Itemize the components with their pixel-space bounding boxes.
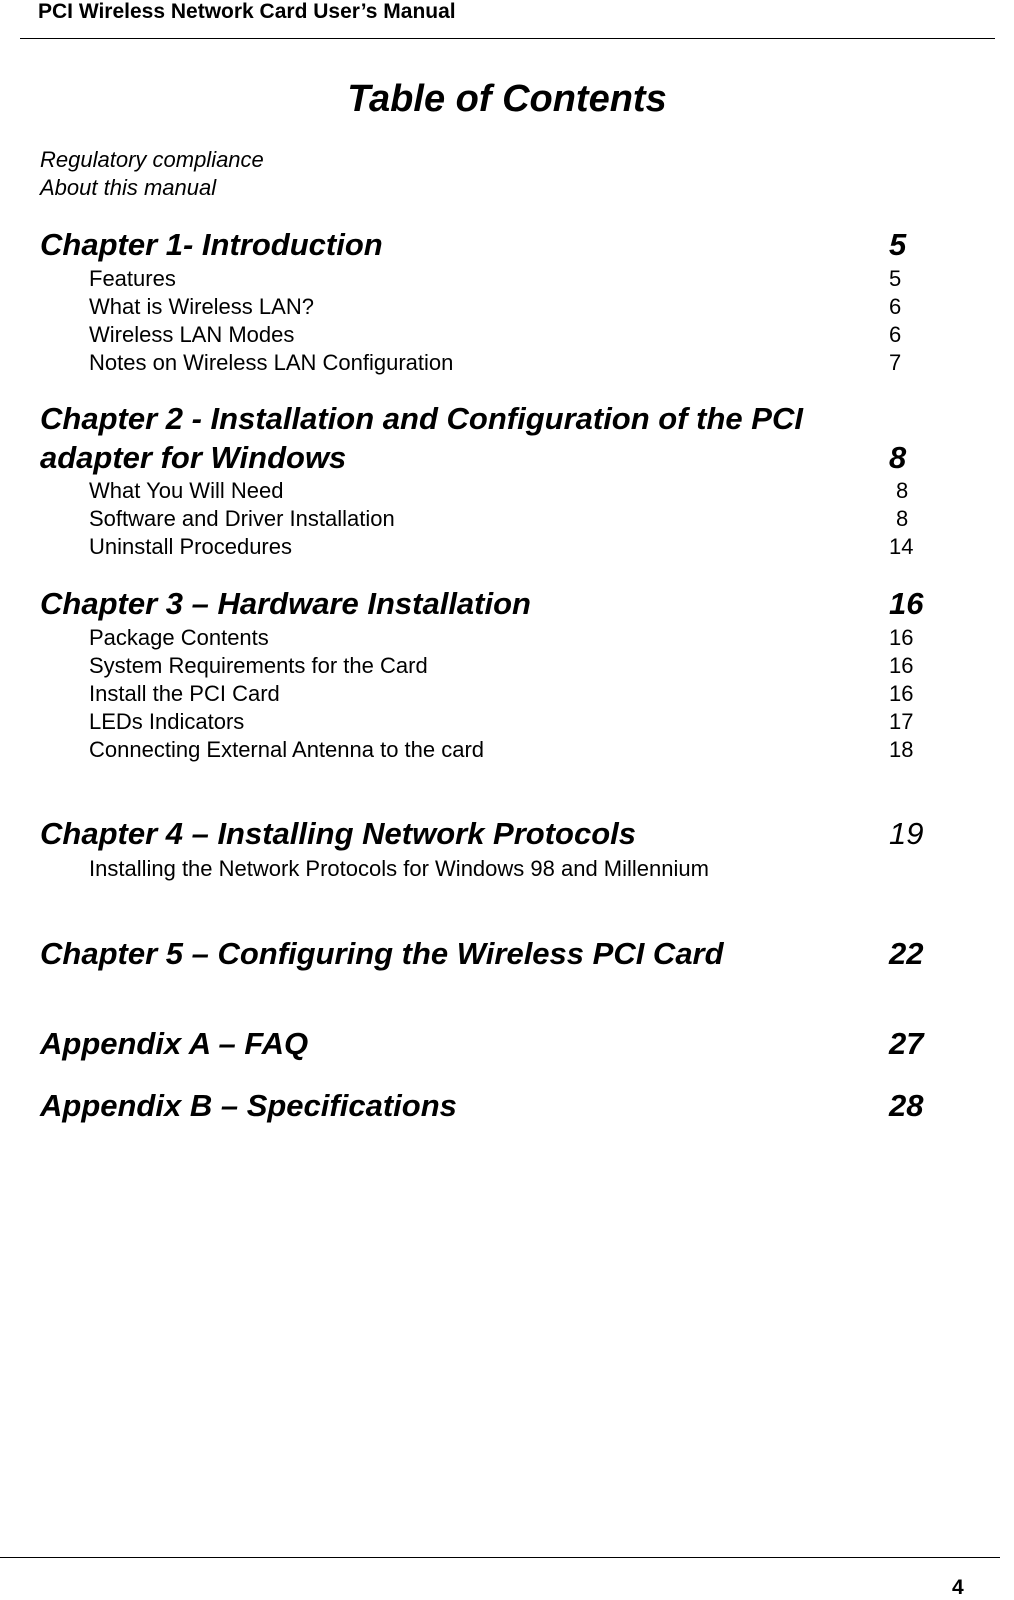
toc-entry-about-this-manual[interactable]: About this manual	[40, 175, 217, 200]
toc-section-installing-network-protocols[interactable]: Installing the Network Protocols for Windows 98 and Millennium	[89, 856, 709, 881]
toc-section-page: 18	[889, 737, 914, 762]
toc-section-external-antenna[interactable]: Connecting External Antenna to the card	[89, 737, 485, 762]
toc-chapter-5-title[interactable]: Chapter 5 – Configuring the Wireless PCI Card	[40, 936, 724, 971]
toc-section-page: 6	[889, 294, 902, 319]
toc-section-features[interactable]: Features	[89, 266, 176, 291]
toc-chapter-2-page: 8	[889, 440, 907, 475]
toc-section-install-pci-card[interactable]: Install the PCI Card	[89, 681, 280, 706]
toc-section-page: 16	[889, 625, 914, 650]
toc-appendix-b-page: 28	[889, 1088, 924, 1123]
toc-section-wireless-lan-modes[interactable]: Wireless LAN Modes	[89, 322, 295, 347]
toc-section-what-is-wireless-lan[interactable]: What is Wireless LAN?	[89, 294, 314, 319]
toc-chapter-4-title[interactable]: Chapter 4 – Installing Network Protocols	[40, 816, 637, 851]
toc-section-page: 16	[889, 681, 914, 706]
toc-entry-regulatory-compliance[interactable]: Regulatory compliance	[40, 147, 264, 172]
toc-section-package-contents[interactable]: Package Contents	[89, 625, 269, 650]
running-header: PCI Wireless Network Card User’s Manual	[38, 0, 456, 23]
toc-section-leds-indicators[interactable]: LEDs Indicators	[89, 709, 245, 734]
toc-chapter-2-title-line2[interactable]: adapter for Windows	[40, 440, 347, 475]
toc-section-page: 8	[896, 506, 909, 531]
toc-section-page: 7	[889, 350, 902, 375]
toc-chapter-4-page: 19	[889, 816, 924, 851]
toc-chapter-2-title-line1[interactable]: Chapter 2 - Installation and Configuration of the PCI	[40, 401, 803, 436]
toc-chapter-1-page: 5	[889, 227, 907, 262]
toc-section-page: 16	[889, 653, 914, 678]
toc-appendix-a-title[interactable]: Appendix A – FAQ	[40, 1026, 309, 1061]
toc-section-system-requirements[interactable]: System Requirements for the Card	[89, 653, 428, 678]
toc-section-page: 14	[889, 534, 914, 559]
toc-chapter-5-page: 22	[889, 936, 924, 971]
toc-chapter-3-page: 16	[889, 586, 924, 621]
toc-appendix-a-page: 27	[889, 1026, 924, 1061]
footer-divider	[0, 1557, 1000, 1558]
toc-appendix-b-title[interactable]: Appendix B – Specifications	[40, 1088, 457, 1123]
toc-section-notes-on-configuration[interactable]: Notes on Wireless LAN Configuration	[89, 350, 454, 375]
toc-chapter-3-title[interactable]: Chapter 3 – Hardware Installation	[40, 586, 531, 621]
toc-section-software-driver-installation[interactable]: Software and Driver Installation	[89, 506, 395, 531]
toc-section-page: 17	[889, 709, 914, 734]
toc-section-page: 6	[889, 322, 902, 347]
header-divider	[20, 38, 995, 39]
toc-section-uninstall-procedures[interactable]: Uninstall Procedures	[89, 534, 292, 559]
page-title: Table of Contents	[347, 78, 667, 120]
toc-section-page: 5	[889, 266, 902, 291]
toc-chapter-1-title[interactable]: Chapter 1- Introduction	[40, 227, 383, 262]
toc-section-what-you-will-need[interactable]: What You Will Need	[89, 478, 284, 503]
page-number: 4	[952, 1576, 964, 1599]
toc-section-page: 8	[896, 478, 909, 503]
